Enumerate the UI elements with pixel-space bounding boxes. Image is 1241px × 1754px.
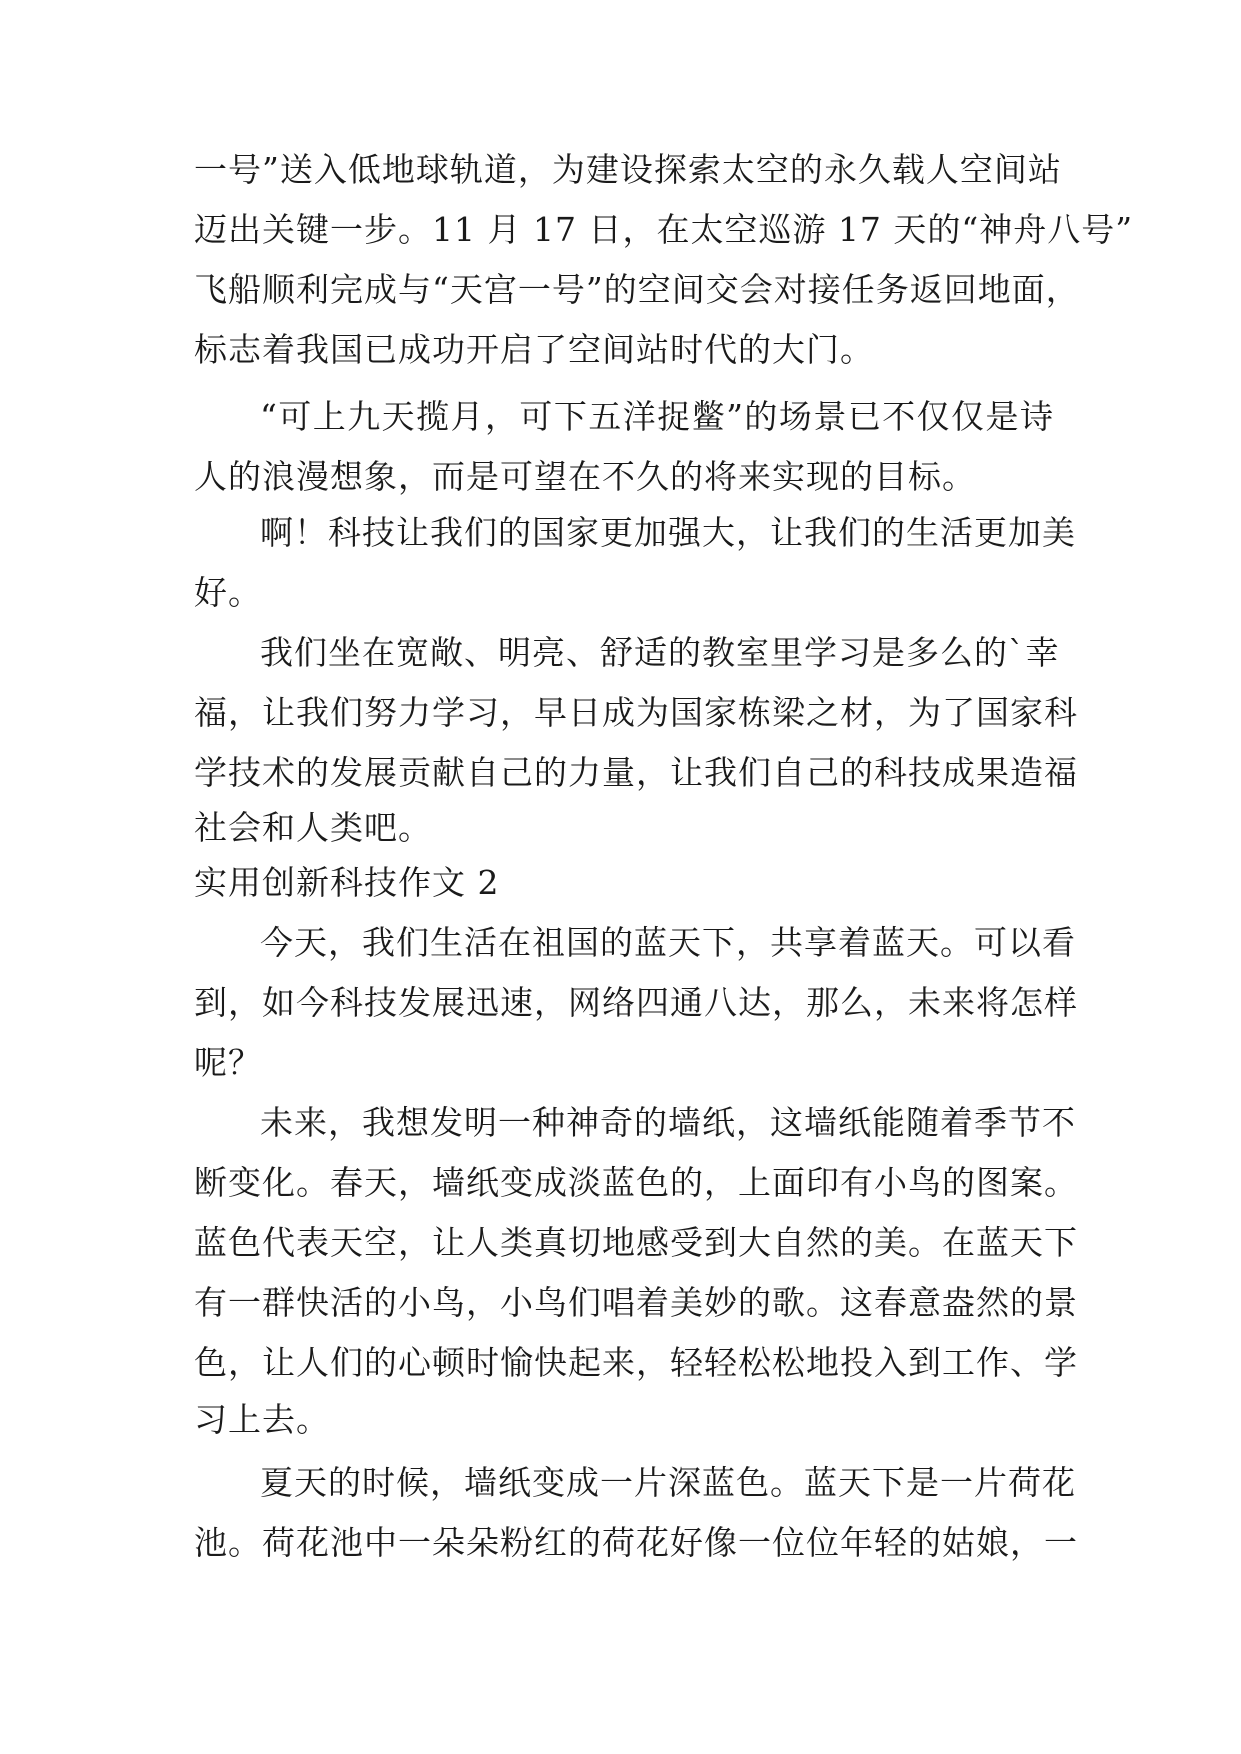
text-line: 人的浪漫想象，而是可望在不久的将来实现的目标。	[194, 457, 976, 496]
text-line: 色，让人们的心顿时愉快起来，轻轻松松地投入到工作、学	[194, 1343, 1078, 1382]
text-line: 今天，我们生活在祖国的蓝天下，共享着蓝天。可以看	[260, 923, 1076, 962]
text-line: 迈出关键一步。11 月 17 日，在太空巡游 17 天的“神舟八号”	[194, 210, 1134, 249]
text-line: 福，让我们努力学习，早日成为国家栋梁之材，为了国家科	[194, 693, 1078, 732]
text-line: 池。荷花池中一朵朵粉红的荷花好像一位位年轻的姑娘，一	[194, 1523, 1078, 1562]
text-line: 到，如今科技发展迅速，网络四通八达，那么，未来将怎样	[194, 983, 1078, 1022]
section-heading: 实用创新科技作文 2	[194, 863, 500, 902]
text-line: 蓝色代表天空，让人类真切地感受到大自然的美。在蓝天下	[194, 1223, 1078, 1262]
text-line: 社会和人类吧。	[194, 808, 432, 847]
text-line: 啊！科技让我们的国家更加强大，让我们的生活更加美	[260, 513, 1076, 552]
text-line: 夏天的时候，墙纸变成一片深蓝色。蓝天下是一片荷花	[260, 1463, 1076, 1502]
text-line: 断变化。春天，墙纸变成淡蓝色的，上面印有小鸟的图案。	[194, 1163, 1078, 1202]
text-line: 学技术的发展贡献自己的力量，让我们自己的科技成果造福	[194, 753, 1078, 792]
text-line: 标志着我国已成功开启了空间站时代的大门。	[194, 330, 874, 369]
text-line: 有一群快活的小鸟，小鸟们唱着美妙的歌。这春意盎然的景	[194, 1283, 1078, 1322]
text-line: 呢？	[194, 1043, 262, 1082]
text-line: 飞船顺利完成与“天宫一号”的空间交会对接任务返回地面，	[194, 270, 1080, 309]
text-line: 习上去。	[194, 1400, 330, 1439]
text-line: 好。	[194, 573, 262, 612]
text-line: 我们坐在宽敞、明亮、舒适的教室里学习是多么的`幸	[260, 633, 1060, 672]
text-line: 一号”送入低地球轨道，为建设探索太空的永久载人空间站	[194, 150, 1062, 189]
text-line: “可上九天揽月，可下五洋捉鳖”的场景已不仅仅是诗	[260, 397, 1054, 436]
text-line: 未来，我想发明一种神奇的墙纸，这墙纸能随着季节不	[260, 1103, 1076, 1142]
